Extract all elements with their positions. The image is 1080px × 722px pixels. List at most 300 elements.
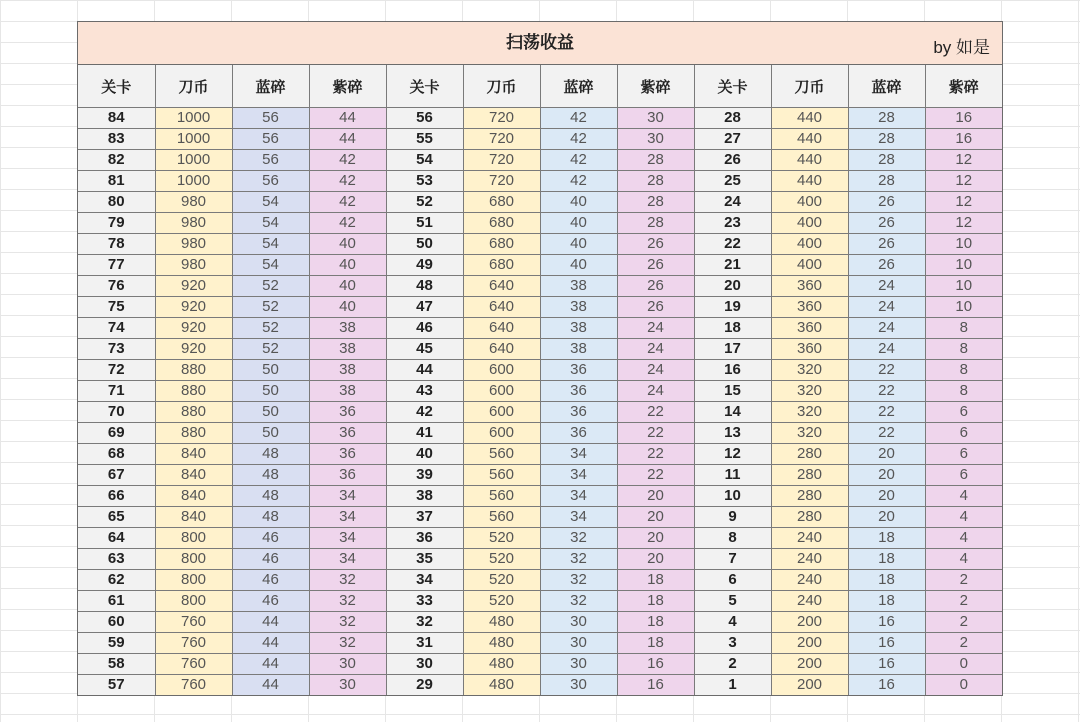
blue-shard-cell: 34: [540, 507, 617, 528]
coin-cell: 360: [771, 339, 848, 360]
purple-shard-cell: 16: [617, 654, 694, 675]
table-row: [78, 465, 1002, 486]
blue-shard-cell: 48: [232, 444, 309, 465]
blue-shard-cell: 16: [848, 612, 925, 633]
level-cell: 68: [78, 444, 155, 465]
purple-shard-cell: 30: [617, 108, 694, 129]
coin-cell: 980: [155, 192, 232, 213]
level-cell: 59: [78, 633, 155, 654]
purple-shard-cell: 44: [309, 129, 386, 150]
blue-shard-cell: 18: [848, 528, 925, 549]
coin-cell: 320: [771, 381, 848, 402]
blue-shard-cell: 56: [232, 108, 309, 129]
column-header-purple-shard: 紫碎: [925, 65, 1002, 108]
coin-cell: 320: [771, 402, 848, 423]
coin-cell: 280: [771, 465, 848, 486]
blue-shard-cell: 54: [232, 213, 309, 234]
level-cell: 19: [694, 297, 771, 318]
purple-shard-cell: 26: [617, 297, 694, 318]
table-row: [78, 297, 1002, 318]
purple-shard-cell: 16: [925, 129, 1002, 150]
purple-shard-cell: 34: [309, 549, 386, 570]
level-cell: 77: [78, 255, 155, 276]
column-header-blue-shard: 蓝碎: [848, 65, 925, 108]
blue-shard-cell: 16: [848, 633, 925, 654]
coin-cell: 920: [155, 318, 232, 339]
coin-cell: 280: [771, 486, 848, 507]
purple-shard-cell: 2: [925, 570, 1002, 591]
purple-shard-cell: 12: [925, 171, 1002, 192]
coin-cell: 840: [155, 444, 232, 465]
purple-shard-cell: 8: [925, 318, 1002, 339]
level-cell: 18: [694, 318, 771, 339]
purple-shard-cell: 28: [617, 213, 694, 234]
coin-cell: 760: [155, 612, 232, 633]
level-cell: 32: [386, 612, 463, 633]
coin-cell: 980: [155, 234, 232, 255]
blue-shard-cell: 44: [232, 633, 309, 654]
table-row: [78, 381, 1002, 402]
coin-cell: 720: [463, 171, 540, 192]
purple-shard-cell: 24: [617, 360, 694, 381]
coin-cell: 760: [155, 654, 232, 675]
level-cell: 63: [78, 549, 155, 570]
level-cell: 70: [78, 402, 155, 423]
blue-shard-cell: 52: [232, 297, 309, 318]
blue-shard-cell: 26: [848, 255, 925, 276]
level-cell: 6: [694, 570, 771, 591]
blue-shard-cell: 20: [848, 444, 925, 465]
blue-shard-cell: 50: [232, 423, 309, 444]
coin-cell: 200: [771, 675, 848, 696]
purple-shard-cell: 38: [309, 381, 386, 402]
level-cell: 9: [694, 507, 771, 528]
purple-shard-cell: 22: [617, 402, 694, 423]
purple-shard-cell: 22: [617, 444, 694, 465]
coin-cell: 1000: [155, 171, 232, 192]
level-cell: 35: [386, 549, 463, 570]
blue-shard-cell: 16: [848, 654, 925, 675]
purple-shard-cell: 22: [617, 423, 694, 444]
blue-shard-cell: 50: [232, 402, 309, 423]
level-cell: 3: [694, 633, 771, 654]
table-row: [78, 444, 1002, 465]
level-cell: 76: [78, 276, 155, 297]
table-body: [78, 108, 1002, 696]
blue-shard-cell: 56: [232, 171, 309, 192]
level-cell: 26: [694, 150, 771, 171]
table-row: [78, 360, 1002, 381]
blue-shard-cell: 38: [540, 297, 617, 318]
table-row: [78, 570, 1002, 591]
blue-shard-cell: 36: [540, 381, 617, 402]
blue-shard-cell: 46: [232, 528, 309, 549]
coin-cell: 680: [463, 192, 540, 213]
coin-cell: 440: [771, 129, 848, 150]
level-cell: 48: [386, 276, 463, 297]
level-cell: 57: [78, 675, 155, 696]
coin-cell: 800: [155, 549, 232, 570]
blue-shard-cell: 18: [848, 591, 925, 612]
coin-cell: 840: [155, 507, 232, 528]
purple-shard-cell: 6: [925, 402, 1002, 423]
purple-shard-cell: 24: [617, 381, 694, 402]
blue-shard-cell: 18: [848, 570, 925, 591]
level-cell: 29: [386, 675, 463, 696]
coin-cell: 360: [771, 297, 848, 318]
blue-shard-cell: 46: [232, 549, 309, 570]
coin-cell: 760: [155, 675, 232, 696]
coin-cell: 640: [463, 339, 540, 360]
table-row: [78, 549, 1002, 570]
coin-cell: 280: [771, 507, 848, 528]
purple-shard-cell: 32: [309, 570, 386, 591]
purple-shard-cell: 32: [309, 612, 386, 633]
coin-cell: 480: [463, 633, 540, 654]
purple-shard-cell: 12: [925, 213, 1002, 234]
purple-shard-cell: 32: [309, 591, 386, 612]
coin-cell: 600: [463, 423, 540, 444]
header-row: [78, 65, 1002, 108]
level-cell: 40: [386, 444, 463, 465]
coin-cell: 980: [155, 213, 232, 234]
level-cell: 24: [694, 192, 771, 213]
coin-cell: 400: [771, 192, 848, 213]
purple-shard-cell: 30: [309, 675, 386, 696]
coin-cell: 680: [463, 213, 540, 234]
coin-cell: 400: [771, 255, 848, 276]
table-row: [78, 213, 1002, 234]
coin-cell: 520: [463, 570, 540, 591]
coin-cell: 760: [155, 633, 232, 654]
blue-shard-cell: 24: [848, 339, 925, 360]
level-cell: 80: [78, 192, 155, 213]
coin-cell: 480: [463, 654, 540, 675]
purple-shard-cell: 34: [309, 528, 386, 549]
blue-shard-cell: 22: [848, 402, 925, 423]
coin-cell: 1000: [155, 129, 232, 150]
purple-shard-cell: 4: [925, 507, 1002, 528]
level-cell: 8: [694, 528, 771, 549]
purple-shard-cell: 10: [925, 297, 1002, 318]
purple-shard-cell: 34: [309, 507, 386, 528]
purple-shard-cell: 10: [925, 234, 1002, 255]
purple-shard-cell: 24: [617, 318, 694, 339]
level-cell: 78: [78, 234, 155, 255]
level-cell: 16: [694, 360, 771, 381]
table-row: [78, 276, 1002, 297]
blue-shard-cell: 32: [540, 591, 617, 612]
blue-shard-cell: 26: [848, 213, 925, 234]
coin-cell: 560: [463, 465, 540, 486]
level-cell: 54: [386, 150, 463, 171]
level-cell: 25: [694, 171, 771, 192]
coin-cell: 480: [463, 612, 540, 633]
purple-shard-cell: 40: [309, 255, 386, 276]
blue-shard-cell: 24: [848, 276, 925, 297]
level-cell: 49: [386, 255, 463, 276]
blue-shard-cell: 48: [232, 465, 309, 486]
coin-cell: 200: [771, 612, 848, 633]
level-cell: 38: [386, 486, 463, 507]
blue-shard-cell: 40: [540, 255, 617, 276]
coin-cell: 240: [771, 591, 848, 612]
purple-shard-cell: 42: [309, 192, 386, 213]
blue-shard-cell: 38: [540, 339, 617, 360]
purple-shard-cell: 24: [617, 339, 694, 360]
blue-shard-cell: 34: [540, 486, 617, 507]
blue-shard-cell: 42: [540, 108, 617, 129]
blue-shard-cell: 24: [848, 297, 925, 318]
level-cell: 84: [78, 108, 155, 129]
blue-shard-cell: 30: [540, 675, 617, 696]
blue-shard-cell: 42: [540, 150, 617, 171]
blue-shard-cell: 48: [232, 486, 309, 507]
coin-cell: 560: [463, 444, 540, 465]
coin-cell: 880: [155, 402, 232, 423]
level-cell: 67: [78, 465, 155, 486]
blue-shard-cell: 44: [232, 654, 309, 675]
blue-shard-cell: 48: [232, 507, 309, 528]
purple-shard-cell: 20: [617, 528, 694, 549]
coin-cell: 600: [463, 402, 540, 423]
coin-cell: 200: [771, 633, 848, 654]
purple-shard-cell: 0: [925, 675, 1002, 696]
column-header-coin: 刀币: [155, 65, 232, 108]
purple-shard-cell: 42: [309, 213, 386, 234]
table-row: [78, 633, 1002, 654]
coin-cell: 400: [771, 213, 848, 234]
purple-shard-cell: 38: [309, 318, 386, 339]
purple-shard-cell: 10: [925, 276, 1002, 297]
level-cell: 31: [386, 633, 463, 654]
level-cell: 44: [386, 360, 463, 381]
purple-shard-cell: 32: [309, 633, 386, 654]
coin-cell: 720: [463, 150, 540, 171]
coin-cell: 360: [771, 276, 848, 297]
purple-shard-cell: 36: [309, 465, 386, 486]
coin-cell: 200: [771, 654, 848, 675]
blue-shard-cell: 32: [540, 549, 617, 570]
column-header-level: 关卡: [386, 65, 463, 108]
column-header-coin: 刀币: [771, 65, 848, 108]
purple-shard-cell: 26: [617, 234, 694, 255]
table-row: [78, 192, 1002, 213]
purple-shard-cell: 6: [925, 465, 1002, 486]
blue-shard-cell: 26: [848, 234, 925, 255]
coin-cell: 360: [771, 318, 848, 339]
coin-cell: 800: [155, 570, 232, 591]
purple-shard-cell: 22: [617, 465, 694, 486]
coin-cell: 240: [771, 549, 848, 570]
coin-cell: 640: [463, 297, 540, 318]
coin-cell: 720: [463, 108, 540, 129]
blue-shard-cell: 34: [540, 444, 617, 465]
purple-shard-cell: 18: [617, 570, 694, 591]
coin-cell: 320: [771, 423, 848, 444]
level-cell: 52: [386, 192, 463, 213]
level-cell: 71: [78, 381, 155, 402]
level-cell: 5: [694, 591, 771, 612]
coin-cell: 440: [771, 150, 848, 171]
blue-shard-cell: 42: [540, 129, 617, 150]
level-cell: 69: [78, 423, 155, 444]
purple-shard-cell: 8: [925, 360, 1002, 381]
purple-shard-cell: 18: [617, 612, 694, 633]
purple-shard-cell: 6: [925, 444, 1002, 465]
purple-shard-cell: 28: [617, 192, 694, 213]
purple-shard-cell: 26: [617, 255, 694, 276]
table-row: [78, 255, 1002, 276]
purple-shard-cell: 8: [925, 381, 1002, 402]
blue-shard-cell: 36: [540, 423, 617, 444]
level-cell: 1: [694, 675, 771, 696]
blue-shard-cell: 20: [848, 507, 925, 528]
level-cell: 64: [78, 528, 155, 549]
coin-cell: 920: [155, 276, 232, 297]
blue-shard-cell: 20: [848, 486, 925, 507]
level-cell: 53: [386, 171, 463, 192]
coin-cell: 720: [463, 129, 540, 150]
coin-cell: 840: [155, 486, 232, 507]
coin-cell: 980: [155, 255, 232, 276]
purple-shard-cell: 2: [925, 612, 1002, 633]
level-cell: 10: [694, 486, 771, 507]
level-cell: 34: [386, 570, 463, 591]
level-cell: 39: [386, 465, 463, 486]
coin-cell: 600: [463, 381, 540, 402]
coin-cell: 920: [155, 297, 232, 318]
purple-shard-cell: 42: [309, 171, 386, 192]
coin-cell: 440: [771, 108, 848, 129]
purple-shard-cell: 4: [925, 528, 1002, 549]
table-row: [78, 675, 1002, 696]
coin-cell: 600: [463, 360, 540, 381]
table-row: [78, 108, 1002, 129]
table-row: [78, 129, 1002, 150]
level-cell: 81: [78, 171, 155, 192]
blue-shard-cell: 54: [232, 234, 309, 255]
level-cell: 65: [78, 507, 155, 528]
purple-shard-cell: 40: [309, 276, 386, 297]
coin-cell: 880: [155, 381, 232, 402]
level-cell: 42: [386, 402, 463, 423]
blue-shard-cell: 54: [232, 255, 309, 276]
purple-shard-cell: 28: [617, 171, 694, 192]
column-header-level: 关卡: [694, 65, 771, 108]
rewards-table: [78, 65, 1002, 695]
purple-shard-cell: 30: [617, 129, 694, 150]
table-row: [78, 234, 1002, 255]
blue-shard-cell: 50: [232, 360, 309, 381]
purple-shard-cell: 18: [617, 591, 694, 612]
purple-shard-cell: 18: [617, 633, 694, 654]
level-cell: 12: [694, 444, 771, 465]
purple-shard-cell: 0: [925, 654, 1002, 675]
purple-shard-cell: 40: [309, 297, 386, 318]
coin-cell: 520: [463, 549, 540, 570]
blue-shard-cell: 46: [232, 591, 309, 612]
blue-shard-cell: 36: [540, 402, 617, 423]
purple-shard-cell: 2: [925, 633, 1002, 654]
level-cell: 17: [694, 339, 771, 360]
level-cell: 62: [78, 570, 155, 591]
blue-shard-cell: 20: [848, 465, 925, 486]
level-cell: 14: [694, 402, 771, 423]
level-cell: 73: [78, 339, 155, 360]
blue-shard-cell: 30: [540, 654, 617, 675]
blue-shard-cell: 18: [848, 549, 925, 570]
level-cell: 20: [694, 276, 771, 297]
purple-shard-cell: 12: [925, 192, 1002, 213]
blue-shard-cell: 52: [232, 318, 309, 339]
coin-cell: 800: [155, 528, 232, 549]
purple-shard-cell: 4: [925, 549, 1002, 570]
purple-shard-cell: 30: [309, 654, 386, 675]
purple-shard-cell: 38: [309, 339, 386, 360]
blue-shard-cell: 28: [848, 129, 925, 150]
level-cell: 60: [78, 612, 155, 633]
coin-cell: 400: [771, 234, 848, 255]
table-row: [78, 528, 1002, 549]
blue-shard-cell: 40: [540, 234, 617, 255]
level-cell: 82: [78, 150, 155, 171]
purple-shard-cell: 36: [309, 402, 386, 423]
coin-cell: 560: [463, 486, 540, 507]
level-cell: 23: [694, 213, 771, 234]
blue-shard-cell: 36: [540, 360, 617, 381]
coin-cell: 800: [155, 591, 232, 612]
purple-shard-cell: 38: [309, 360, 386, 381]
level-cell: 33: [386, 591, 463, 612]
level-cell: 21: [694, 255, 771, 276]
level-cell: 15: [694, 381, 771, 402]
blue-shard-cell: 28: [848, 150, 925, 171]
column-header-blue-shard: 蓝碎: [540, 65, 617, 108]
coin-cell: 680: [463, 234, 540, 255]
level-cell: 51: [386, 213, 463, 234]
level-cell: 83: [78, 129, 155, 150]
level-cell: 50: [386, 234, 463, 255]
table-row: [78, 507, 1002, 528]
table-row: [78, 339, 1002, 360]
coin-cell: 480: [463, 675, 540, 696]
blue-shard-cell: 56: [232, 150, 309, 171]
coin-cell: 520: [463, 528, 540, 549]
table-row: [78, 423, 1002, 444]
blue-shard-cell: 46: [232, 570, 309, 591]
coin-cell: 320: [771, 360, 848, 381]
level-cell: 27: [694, 129, 771, 150]
coin-cell: 1000: [155, 150, 232, 171]
sweep-rewards-sheet: [77, 21, 1003, 696]
table-row: [78, 150, 1002, 171]
blue-shard-cell: 40: [540, 213, 617, 234]
coin-cell: 880: [155, 360, 232, 381]
level-cell: 30: [386, 654, 463, 675]
column-header-level: 关卡: [78, 65, 155, 108]
purple-shard-cell: 12: [925, 150, 1002, 171]
level-cell: 79: [78, 213, 155, 234]
blue-shard-cell: 34: [540, 465, 617, 486]
blue-shard-cell: 32: [540, 570, 617, 591]
coin-cell: 560: [463, 507, 540, 528]
level-cell: 74: [78, 318, 155, 339]
table-row: [78, 654, 1002, 675]
purple-shard-cell: 4: [925, 486, 1002, 507]
blue-shard-cell: 28: [848, 108, 925, 129]
purple-shard-cell: 36: [309, 423, 386, 444]
